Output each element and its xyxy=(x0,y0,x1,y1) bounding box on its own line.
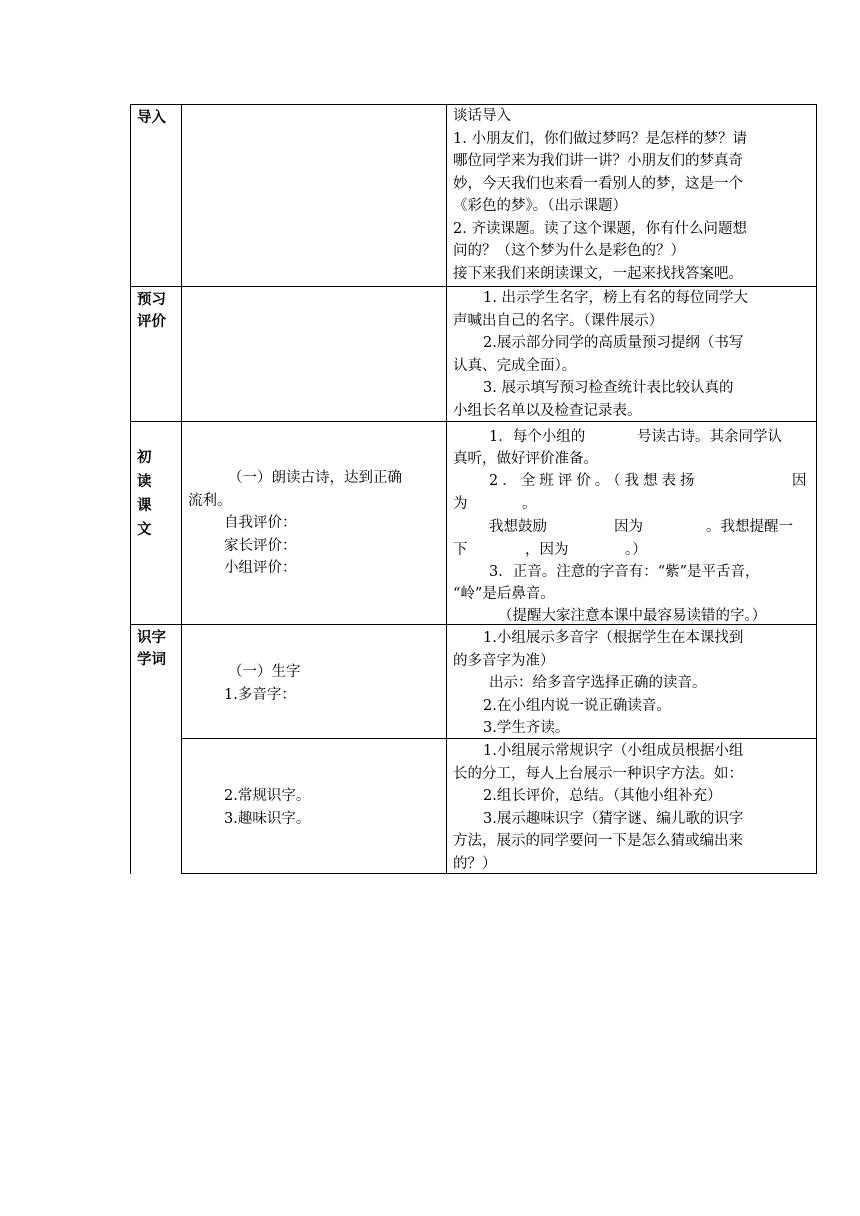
row-label-line: 识字 xyxy=(137,630,166,646)
text-line: 小组长名单以及检查记录表。 xyxy=(453,402,642,419)
text-fragment: 。我想提醒一 xyxy=(706,519,793,535)
column-divider xyxy=(181,104,182,874)
text-line: 妙，今天我们也来看一看别人的梦，这是一个 xyxy=(453,175,743,192)
text-fragment: 为 xyxy=(453,496,468,512)
text-line: （一）朗读古诗，达到正确 xyxy=(228,470,402,486)
row-label-char: 读 xyxy=(137,474,152,490)
text-line: 的多音字为准） xyxy=(453,652,555,669)
row-label-char: 课 xyxy=(137,498,152,514)
table-border-right xyxy=(816,104,817,874)
daoru-content xyxy=(453,105,813,285)
text-line: 接下来我们来朗读课文，一起来找找答案吧。 xyxy=(453,265,743,282)
text-fragment: 我想鼓励 xyxy=(489,519,547,535)
text-fragment: 3．正音。注意的字音有：“紫”是平舌音， xyxy=(489,564,760,580)
row-label-line: 学词 xyxy=(137,652,166,668)
text-line: 1.多音字： xyxy=(224,686,296,703)
text-fragment: 。） xyxy=(625,542,647,558)
text-line: 1.小组展示多音字（根据学生在本课找到 xyxy=(483,630,744,646)
shizi-sub2-right xyxy=(453,740,815,875)
row-label-char: 初 xyxy=(137,450,152,466)
text-fragment: 因为 xyxy=(614,519,643,535)
row-label-line: 预习 xyxy=(137,292,166,308)
text-line: 认真、完成全面）。 xyxy=(453,357,577,374)
row-label-daoru: 导入 xyxy=(137,110,166,126)
text-line: 1. 出示学生名字，榜上有名的每位同学大 xyxy=(483,290,748,306)
row-label-shizi xyxy=(137,627,166,671)
table-border-left xyxy=(130,104,131,874)
text-fragment: 2．全班评价。（我想表扬 xyxy=(489,473,699,489)
text-line: 3.学生齐读。 xyxy=(483,720,570,736)
text-fragment: 真听，做好评价准备。 xyxy=(453,451,598,467)
text-line: 流利。 xyxy=(188,492,232,509)
yuxi-content xyxy=(453,287,813,422)
text-line: 2. 齐读课题。读了这个课题，你有什么问题想 xyxy=(453,220,747,237)
shizi-sub1-middle xyxy=(224,661,439,706)
column-divider xyxy=(446,104,447,874)
text-line: （一）生字 xyxy=(228,664,301,680)
chudu-middle xyxy=(188,467,443,580)
text-line: 的？） xyxy=(453,855,497,872)
shizi-sub2-middle xyxy=(224,785,439,830)
row-label-char: 文 xyxy=(137,522,152,538)
text-fragment: 因 xyxy=(792,473,807,489)
text-line: 哪位同学来为我们讲一讲？小朋友们的梦真奇 xyxy=(453,153,743,169)
text-line: 1. 小朋友们，你们做过梦吗？是怎样的梦？请 xyxy=(453,130,747,147)
text-line: 3. 展示填写预习检查统计表比较认真的 xyxy=(483,380,734,396)
text-line: 小组评价： xyxy=(224,560,297,576)
text-fragment: （提醒大家注意本课中最容易读错的字。） xyxy=(498,608,767,624)
row-label-yuxi xyxy=(137,289,166,333)
text-fragment: “岭”是后鼻音。 xyxy=(453,586,555,602)
text-line: 2.组长评价，总结。（其他小组补充） xyxy=(483,788,722,804)
text-fragment: 1．每个小组的 xyxy=(489,429,586,445)
text-line: 问的？（这个梦为什么是彩色的？） xyxy=(453,243,685,259)
text-fragment: 下 xyxy=(453,542,468,558)
text-line: 2.展示部分同学的高质量预习提纲（书写 xyxy=(483,335,744,351)
text-line: 谈话导入 xyxy=(453,108,511,124)
row-label-chudu xyxy=(137,446,152,542)
text-line: 3.展示趣味识字（猜字谜、编儿歌的识字 xyxy=(483,810,744,827)
text-line: 1.小组展示常规识字（小组成员根据小组 xyxy=(483,743,744,759)
text-fragment: ，因为 xyxy=(525,542,569,558)
text-line: 3.趣味识字。 xyxy=(224,810,311,827)
text-line: 方法，展示的同学要问一下是怎么猜或编出来 xyxy=(453,833,743,849)
text-line: 家长评价： xyxy=(224,537,297,554)
row-label-line: 评价 xyxy=(137,314,166,330)
text-fragment: 。 xyxy=(522,496,537,512)
text-line: 声喊出自己的名字。（课件展示） xyxy=(453,312,664,329)
text-line: 自我评价： xyxy=(224,515,297,531)
text-line: 长的分工，每人上台展示一种识字方法。如： xyxy=(453,765,743,782)
text-line: 《彩色的梦》。（出示课题） xyxy=(453,198,627,214)
text-fragment: 号读古诗。其余同学认 xyxy=(637,429,782,445)
text-line: 2.在小组内说一说正确读音。 xyxy=(483,697,671,714)
text-line: 出示：给多音字选择正确的读音。 xyxy=(489,675,707,691)
text-line: 2.常规识字。 xyxy=(224,788,311,804)
shizi-sub1-right xyxy=(453,627,813,740)
